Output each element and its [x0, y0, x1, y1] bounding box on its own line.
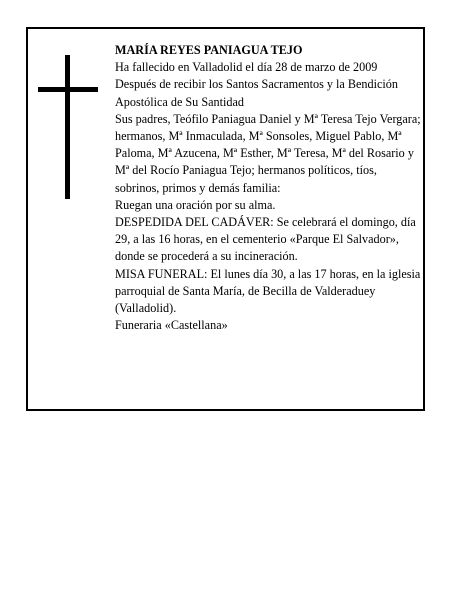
- sacraments-text: Después de recibir los Santos Sacramentos y la Bendición Apostólica de Su Santidad: [115, 77, 398, 109]
- notice-text: [115, 42, 421, 334]
- prayer-request: Ruegan una oración por su alma.: [115, 197, 276, 212]
- latin-cross-icon: [38, 55, 98, 199]
- family-list: Sus padres, Teófilo Paniagua Daniel y Mª Teresa Tejo Vergara; hermanos, Mª Inmaculada, Mª Sonsoles, Miguel Pablo, Mª Paloma, Mª Azucena, Mª Esther, Mª Teresa, Mª del Rosario y Mª del Rocío Paniagua Tejo; hermanos políticos, tíos, sobrinos, primos y demás familia:: [115, 111, 421, 195]
- death-info: Ha fallecido en Valladolid el día 28 de marzo de 2009: [115, 60, 378, 75]
- cross-horizontal-bar: [38, 87, 98, 92]
- farewell-ceremony: DESPEDIDA DEL CADÁVER: Se celebrará el domingo, día 29, a las 16 horas, en el cementerio «Parque El Salvador», donde se procederá a su incineración.: [115, 215, 416, 264]
- funeral-home: Funeraria «Castellana»: [115, 318, 228, 333]
- funeral-mass: MISA FUNERAL: El lunes día 30, a las 17 horas, en la iglesia parroquial de Santa María, de Becilla de Valderaduey (Valladolid).: [115, 266, 421, 316]
- deceased-name: MARÍA REYES PANIAGUA TEJO: [115, 43, 303, 57]
- cross-vertical-bar: [65, 55, 70, 199]
- obituary-notice: [26, 27, 425, 411]
